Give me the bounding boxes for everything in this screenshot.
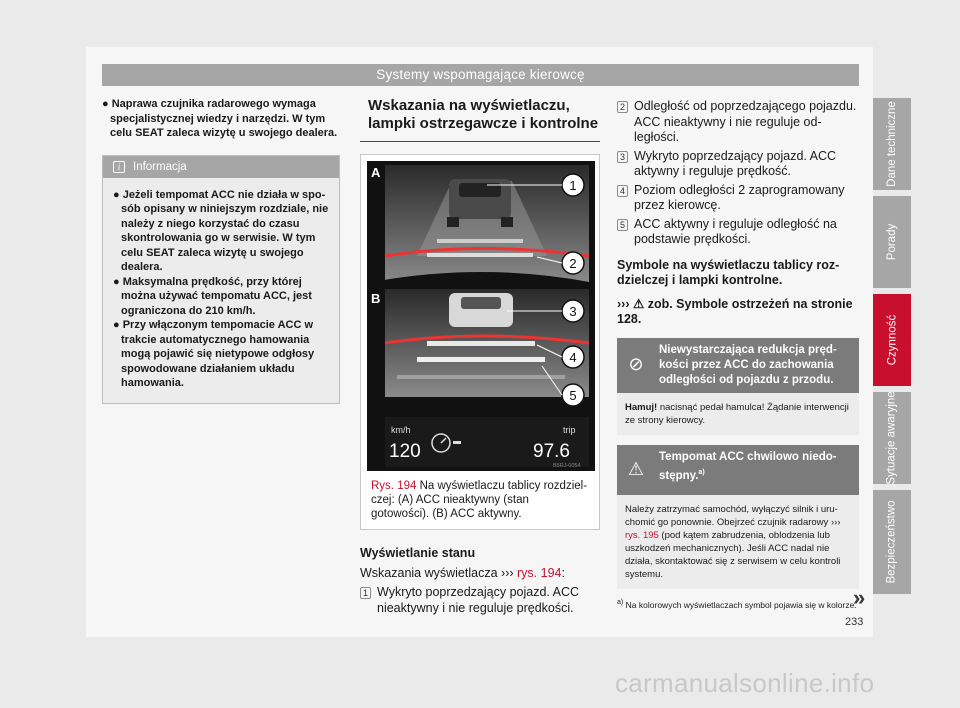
list-item: 4 Poziom odległości 2 zaprogramowany przez kierowcę. <box>617 183 859 214</box>
callout-2: 2 <box>569 256 577 271</box>
image-code: B5RJ-0054 <box>553 463 581 469</box>
tab-sytuacje-awaryjne[interactable]: Sytuacje awaryjne <box>873 392 911 484</box>
footnote: $^{a)}$ Na kolorowych wyświetlaczach symbol pojawia się w kolorze. <box>617 597 857 610</box>
panel-a-label: A <box>371 165 381 180</box>
figure-194 <box>360 154 600 530</box>
symbol-box-body: Należy zatrzymać samochód, wyłączyć silnik i uruchomić go ponownie. Obejrzeć czujnik radarowy ››› rys. 195 (pod kątem zabrudzenia, oblodzenia lub uszkodzeń mechanicznych). Jeśli ACC nadal nie działa, skontaktować się z serwisem w celu kontroli systemu. <box>625 503 841 580</box>
item-number: 1 <box>360 587 371 599</box>
info-box <box>102 155 340 404</box>
figure-ref: Rys. 194 <box>371 480 417 492</box>
status-heading: Wyświetlanie stanu <box>360 546 476 560</box>
acc-display-illustration <box>367 161 595 471</box>
status-intro: Wskazania wyświetlacza ››› rys. 194: <box>360 565 565 580</box>
tab-czynnosc[interactable]: Czynność <box>873 294 911 386</box>
info-box-header: i Informacja <box>103 156 339 178</box>
tab-dane-techniczne[interactable]: Dane techniczne <box>873 98 911 190</box>
column-middle <box>360 97 600 619</box>
callout-5: 5 <box>569 388 577 403</box>
info-item: ● Przy włączonym tempomacie ACC w trakcie automatycznego hamowania mogą pojawić się nietypowe odgłosy spowodowane działaniem układu hamowania. <box>113 319 315 389</box>
list-item: 1 Wykryto poprzedzający pojazd. ACC nieaktywny i nie reguluje prędkości. <box>360 585 600 616</box>
column-left <box>102 97 340 404</box>
callout-3: 3 <box>569 304 577 319</box>
warning-text: ● Naprawa czujnika radarowego wymaga specjalistycznej wiedzy i narzędzi. W tym celu SEAT zaleca wizytę u swojego dealera. <box>102 98 338 139</box>
symbol-box-header: ⊘ Niewystarczająca redukcja prędkości przez ACC do zachowania odległości od pojazdu z przodu. <box>617 338 859 393</box>
item-number: 2 <box>617 101 628 113</box>
watermark: carmanualsonline.info <box>615 668 875 698</box>
acc-unavailable-icon: ⚠ <box>627 458 645 479</box>
figure-link[interactable]: rys. 194 <box>517 565 562 580</box>
info-icon: i <box>113 161 125 173</box>
tab-porady[interactable]: Porady <box>873 196 911 288</box>
list-item: 5 ACC aktywny i reguluje odległość na podstawie prędkości. <box>617 217 859 248</box>
warning-triangle-icon: ⚠ <box>632 296 645 311</box>
status-list-continued <box>617 99 859 248</box>
dashboard-display-image <box>367 161 595 471</box>
trip-value: 97.6 <box>533 441 570 462</box>
status-list <box>360 585 600 616</box>
info-item: ● Maksymalna prędkość, przy której można używać tempomatu ACC, jest ograniczona do 210 km/h. <box>113 275 312 317</box>
page-header: Systemy wspomagające kierowcę <box>102 64 859 86</box>
speed-unit: km/h <box>391 425 411 435</box>
trip-label: trip <box>563 425 576 435</box>
page-number: 233 <box>845 616 864 628</box>
info-item: ● Jeżeli tempomat ACC nie działa w sposób opisany w niniejszym rozdziale, nie należy z niego korzystać do czasu skontrolowania go w serwisie. W tym celu SEAT zaleca wizytę u swojego dealera. <box>113 188 329 273</box>
symbol-box-body: Hamuj! nacisnąć pedał hamulca! Żądanie interwencji ze strony kierowcy. <box>625 401 849 426</box>
figure-link[interactable]: rys. 195 <box>625 529 659 541</box>
acc-brake-warning-icon: ⊘ <box>628 354 644 375</box>
list-item: 3 Wykryto poprzedzający pojazd. ACC aktywny i reguluje prędkość. <box>617 149 859 180</box>
item-number: 5 <box>617 219 628 231</box>
tab-bezpieczenstwo[interactable]: Bezpieczeństwo <box>873 490 911 594</box>
column-right <box>617 97 859 610</box>
panel-b-label: B <box>371 291 381 306</box>
section-title: Wskazania na wyświetlaczu, lampki ostrzegawcze i kontrolne <box>360 97 600 142</box>
symbol-box-unavailable <box>617 445 859 589</box>
item-number: 4 <box>617 185 628 197</box>
symbols-reference: ››› ⚠ zob. Symbole ostrzeżeń na stronie 128. <box>617 296 853 326</box>
callout-4: 4 <box>569 350 577 365</box>
item-number: 3 <box>617 151 628 163</box>
figure-caption: Rys. 194 Na wyświetlaczu tablicy rozdzielczej: (A) ACC nieaktywny (stan gotowości). (B) ACC aktywny. <box>371 480 588 520</box>
symbol-box-header: ⚠ Tempomat ACC chwilowo niedostępny.$^{a)}$ <box>617 445 859 495</box>
symbol-box-brake <box>617 338 859 435</box>
symbols-heading: Symbole na wyświetlaczu tablicy rozdzielczej i lampki kontrolne. <box>617 257 840 287</box>
continue-marker: » <box>853 585 866 610</box>
info-box-body <box>103 178 339 403</box>
callout-1: 1 <box>569 178 577 193</box>
list-item: 2 Odległość od poprzedzającego pojazdu. ACC nieaktywny i nie reguluje odległości. <box>617 99 859 146</box>
speed-value: 120 <box>389 441 421 462</box>
